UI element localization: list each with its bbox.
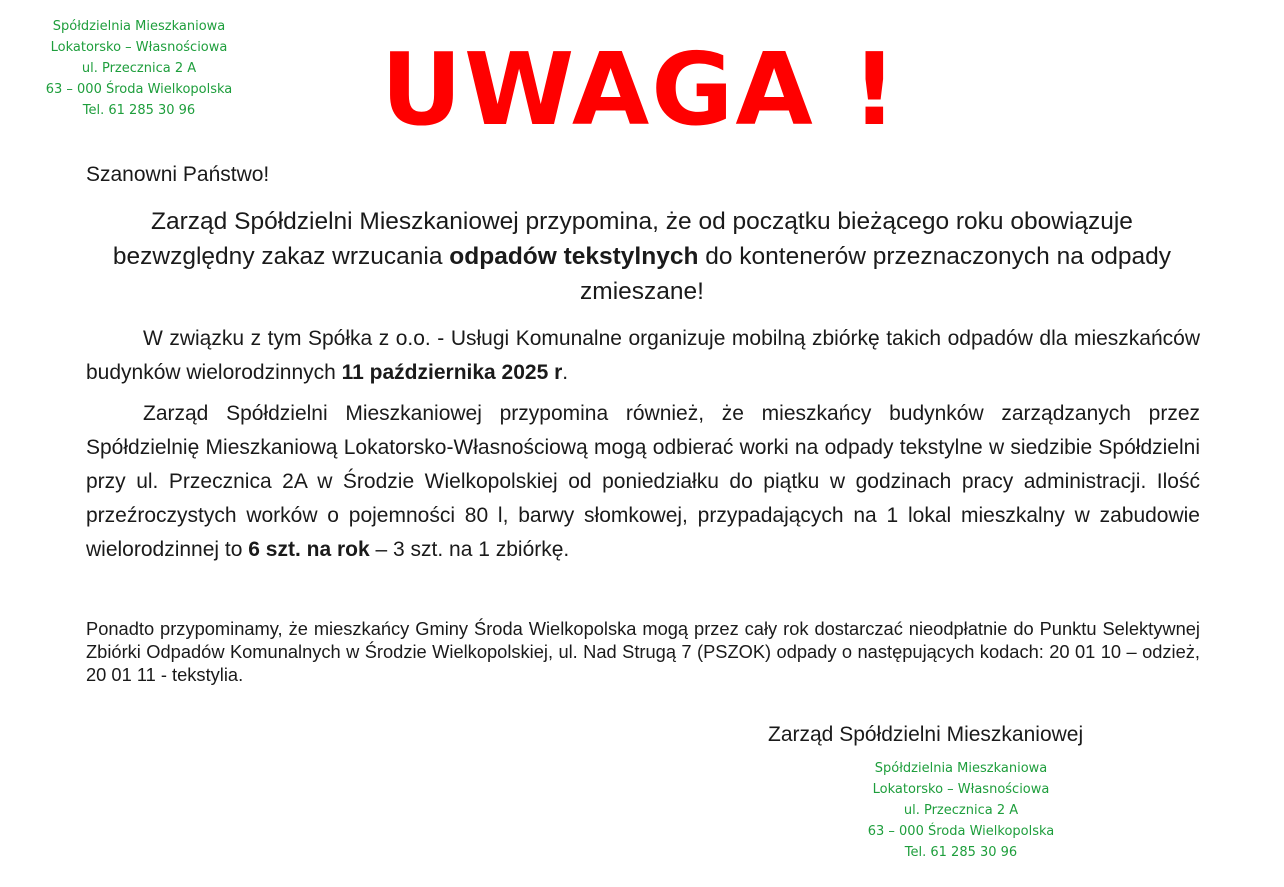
bags-text-end: – 3 szt. na 1 zbiórkę. — [369, 538, 570, 561]
org-city: 63 – 000 Środa Wielkopolska — [867, 824, 1055, 839]
lead-text-end: do kontenerów przeznaczonych na odpady zmieszane! — [580, 243, 1172, 305]
lead-text-start: Zarząd Spółdzielni Mieszkaniowej przypomina, że od początku bieżącego roku obowiązuje bezwzględny zakaz wrzucania — [112, 208, 1133, 270]
org-address-header — [24, 16, 254, 121]
collection-paragraph — [86, 322, 1200, 390]
greeting: Szanowni Państwo! — [86, 163, 270, 186]
bags-text-start: Zarząd Spółdzielni Mieszkaniowej przypomina również, że mieszkańcy budynków zarządzanych przez Spółdzielnię Mieszkaniową Lokatorsko-Własnościową mogą odbierać worki na odpady tekstylne w siedzibie Spółdzielni przy ul. Przecznica 2A w Środzie Wielkopolskiej od poniedziałku do piątku w godzinach pracy administracji. Ilość przeźroczystych worków o pojemności 80 l, barwy słomkowej, przypadających na 1 lokal mieszkalny w zabudowie wielorodzinnej to — [86, 402, 1200, 561]
org-street: ul. Przecznica 2 A — [81, 61, 197, 76]
collection-date: 11 października 2025 r — [341, 361, 563, 384]
collection-text-start: W związku z tym Spółka z o.o. - Usługi Komunalne organizuje mobilną zbiórkę takich odpadów dla mieszkańców budynków wielorodzinnych — [86, 327, 1200, 384]
org-phone: Tel. 61 285 30 96 — [904, 845, 1018, 860]
org-city: 63 – 000 Środa Wielkopolska — [45, 82, 233, 97]
signature: Zarząd Spółdzielni Mieszkaniowej — [768, 723, 1084, 746]
org-type: Lokatorsko – Własnościowa — [50, 40, 228, 55]
org-name: Spółdzielnia Mieszkaniowa — [52, 19, 226, 34]
org-phone: Tel. 61 285 30 96 — [82, 103, 196, 118]
org-street: ul. Przecznica 2 A — [903, 803, 1019, 818]
org-type: Lokatorsko – Własnościowa — [872, 782, 1050, 797]
pszok-paragraph: Ponadto przypominamy, że mieszkańcy Gminy Środa Wielkopolska mogą przez cały rok dostarczać nieodpłatnie do Punktu Selektywnej Zbiórki Odpadów Komunalnych w Środzie Wielkopolskiej, ul. Nad Strugą 7 (PSZOK) odpady o następujących kodach: 20 01 10 – odzież, 20 01 11 - tekstylia. — [86, 618, 1200, 685]
org-address-footer — [846, 758, 1076, 863]
lead-paragraph — [100, 204, 1184, 309]
bags-quantity: 6 szt. na rok — [248, 538, 370, 561]
collection-text-end: . — [562, 361, 569, 384]
lead-emphasis: odpadów tekstylnych — [449, 243, 699, 270]
org-name: Spółdzielnia Mieszkaniowa — [874, 761, 1048, 776]
page-title: UWAGA ! — [380, 31, 900, 148]
bags-paragraph — [86, 397, 1200, 567]
